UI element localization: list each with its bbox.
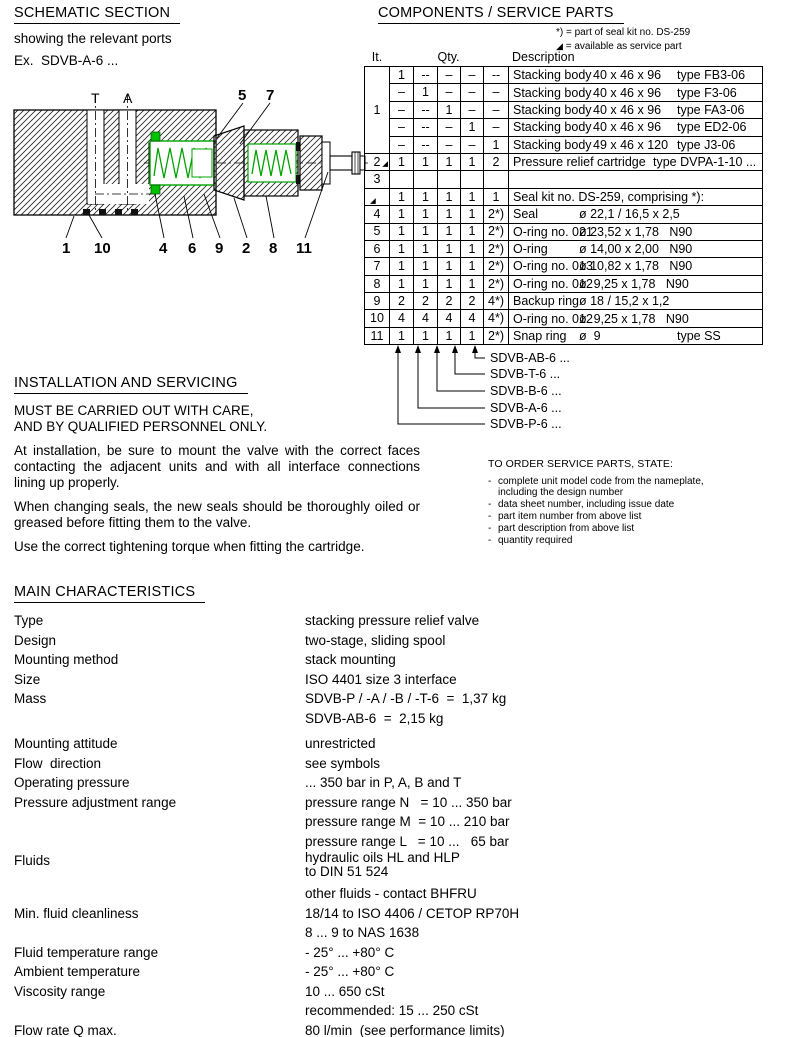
description-cell: O-ring no. 013 ø 10,82 x 1,78 N90	[509, 258, 763, 275]
qty-cell: 1	[438, 327, 461, 344]
item-cell: 3	[365, 171, 390, 188]
spec-value: ... 350 bar in P, A, B and T	[305, 775, 462, 790]
callout-10: 10	[94, 240, 111, 257]
spec-value: stacking pressure relief valve	[305, 613, 480, 628]
spec-value: 10 ... 650 cSt recommended: 15 ... 250 cSt	[305, 983, 479, 1018]
spec-row	[14, 611, 776, 631]
table-row	[365, 258, 763, 275]
qty-cell: --	[484, 67, 509, 84]
qty-cell: 4	[390, 310, 414, 327]
qty-cell: 1	[390, 67, 414, 84]
description-cell: Pressure relief cartridge type DVPA-1-10 ...	[509, 153, 763, 170]
model-label-sdvb-a-6: SDVB-A-6 ...	[490, 401, 562, 415]
description-cell: Seal ø 22,1 / 16,5 x 2,5	[509, 206, 763, 223]
installation-paragraph: Use the correct tightening torque when fitting the cartridge.	[14, 539, 365, 554]
qty-cell: 1	[390, 206, 414, 223]
item-cell: 9	[365, 293, 390, 310]
table-row	[365, 84, 763, 101]
qty-cell: –	[390, 84, 414, 101]
spec-label: Mass	[14, 691, 47, 706]
order-info-section	[488, 459, 733, 547]
qty-cell: 2*)	[484, 275, 509, 292]
description-cell: O-ring no. 012 ø 9,25 x 1,78 N90	[509, 275, 763, 292]
schematic-section	[14, 4, 180, 68]
seal-kit-note: *) = part of seal kit no. DS-259	[556, 27, 691, 38]
callout-7: 7	[266, 87, 275, 104]
spec-row	[14, 1021, 776, 1037]
table-row	[365, 101, 763, 118]
spec-label	[14, 884, 305, 904]
spec-value: SDVB-P / -A / -B / -T-6 = 1,37 kg SDVB-AB-6 = 2,15 kg	[305, 691, 507, 726]
qty-cell: –	[461, 136, 484, 153]
description-cell: Stacking body 40 x 46 x 96 type FB3-06	[509, 67, 763, 84]
item-cell: 1	[365, 67, 390, 154]
spec-label: Flow direction	[14, 755, 102, 771]
qty-cell: 4*)	[484, 293, 509, 310]
qty-cell: 1	[390, 240, 414, 257]
spec-value: see symbols	[305, 755, 381, 771]
qty-cell: 1	[438, 153, 461, 170]
schematic-section-title: SCHEMATIC SECTION	[14, 5, 180, 24]
column-header-description: Description	[512, 50, 575, 64]
model-label-sdvb-ab-6: SDVB-AB-6 ...	[490, 351, 570, 365]
qty-cell: --	[414, 136, 438, 153]
qty-cell: 2*)	[484, 240, 509, 257]
qty-cell: 2*)	[484, 327, 509, 344]
spec-row	[14, 689, 776, 728]
qty-cell: 2*)	[484, 258, 509, 275]
qty-cell: 1	[390, 223, 414, 240]
table-row	[365, 223, 763, 240]
qty-cell	[438, 171, 461, 188]
spec-row	[14, 754, 776, 774]
schematic-example-model: Ex. SDVB-A-6 ...	[14, 53, 119, 68]
qty-cell: 1	[461, 153, 484, 170]
callout-6: 6	[188, 240, 197, 257]
adjusting-stem	[330, 156, 352, 170]
qty-cell: 1	[438, 206, 461, 223]
item-cell: 2 ◢	[365, 153, 390, 170]
qty-cell	[414, 171, 438, 188]
spec-label: Operating pressure	[14, 775, 130, 790]
order-info-item: - part description from above list	[488, 523, 635, 534]
qty-cell: 1	[484, 136, 509, 153]
description-cell: Stacking body 49 x 46 x 120 type J3-06	[509, 136, 763, 153]
qty-cell: –	[461, 101, 484, 118]
spec-label: Flow rate Q max.	[14, 1022, 117, 1037]
spec-label: Size	[14, 671, 41, 687]
spec-row	[14, 793, 776, 852]
installation-paragraph: At installation, be sure to mount the valve with the correct faces contacting the adjacent units and with all interface connections lining up properly.	[14, 443, 420, 490]
qty-cell: 1	[414, 275, 438, 292]
characteristics-section	[14, 583, 776, 1037]
order-info-item: - complete unit model code from the nameplate, including the design number	[488, 476, 704, 498]
qty-cell: 1	[461, 275, 484, 292]
spec-row	[14, 631, 776, 651]
service-part-triangle-icon: ◢	[382, 158, 388, 168]
qty-cell: –	[438, 67, 461, 84]
dash-bullet: -	[488, 535, 492, 546]
callout-9: 9	[215, 240, 224, 257]
qty-cell: 1	[461, 258, 484, 275]
item-cell: 4	[365, 206, 390, 223]
qty-cell: --	[414, 119, 438, 136]
qty-cell: –	[390, 136, 414, 153]
dash-bullet: -	[488, 523, 492, 534]
spec-value: ISO 4401 size 3 interface	[305, 671, 457, 687]
qty-cell: 1	[438, 275, 461, 292]
spec-value: 18/14 to ISO 4406 / CETOP RP70H 8 ... 9 to NAS 1638	[305, 905, 520, 940]
item-cell: 6	[365, 240, 390, 257]
qty-cell: 1	[484, 188, 509, 205]
qty-cell: –	[461, 67, 484, 84]
qty-cell: 1	[414, 188, 438, 205]
qty-cell: 2	[390, 293, 414, 310]
callout-4: 4	[159, 240, 168, 257]
item-cell: 5	[365, 223, 390, 240]
spec-label: Mounting method	[14, 652, 119, 667]
dash-bullet: -	[488, 499, 492, 510]
qty-cell: –	[484, 119, 509, 136]
qty-cell	[390, 171, 414, 188]
spec-value: 80 l/min (see performance limits)	[305, 1022, 505, 1037]
spec-value: pressure range N = 10 ... 350 bar pressure range M = 10 ... 210 bar pressure range L = 10 ... 65 bar	[305, 794, 512, 849]
model-variant-callouts	[364, 345, 762, 453]
qty-cell: –	[461, 84, 484, 101]
table-row	[365, 136, 763, 153]
description-cell: Stacking body 40 x 46 x 96 type ED2-06	[509, 119, 763, 136]
spec-row	[14, 962, 776, 982]
table-row	[365, 153, 763, 170]
spec-value: - 25° ... +80° C	[305, 964, 395, 979]
spec-label: Mounting attitude	[14, 736, 118, 751]
qty-cell: 1	[414, 240, 438, 257]
spec-label: Fluid temperature range	[14, 944, 159, 960]
table-row	[365, 67, 763, 84]
qty-cell: –	[438, 84, 461, 101]
description-cell: Backup ring ø 18 / 15,2 x 1,2	[509, 293, 763, 310]
qty-cell	[461, 171, 484, 188]
characteristics-title: MAIN CHARACTERISTICS	[14, 584, 205, 603]
installation-warning: MUST BE CARRIED OUT WITH CARE, AND BY QUALIFIED PERSONNEL ONLY.	[14, 403, 268, 434]
qty-cell: 1	[414, 84, 438, 101]
qty-cell: 4	[461, 310, 484, 327]
qty-cell	[484, 171, 509, 188]
seal-item4-top	[151, 132, 160, 141]
qty-cell: 1	[390, 153, 414, 170]
qty-cell: 4*)	[484, 310, 509, 327]
description-cell: O-ring ø 14,00 x 2,00 N90	[509, 240, 763, 257]
description-cell: O-ring no. 012 ø 9,25 x 1,78 N90	[509, 310, 763, 327]
callout-1: 1	[62, 240, 71, 257]
callout-2: 2	[242, 240, 251, 257]
table-row	[365, 119, 763, 136]
spec-label: Viscosity range	[14, 983, 106, 999]
schematic-subtitle: showing the relevant ports	[14, 31, 172, 46]
spec-label: Fluids	[14, 853, 51, 868]
service-parts-table	[364, 66, 763, 345]
spec-value: two-stage, sliding spool	[305, 632, 446, 648]
qty-cell: –	[484, 101, 509, 118]
port-label-a: A	[123, 90, 133, 106]
qty-cell: --	[414, 101, 438, 118]
components-section-title: COMPONENTS / SERVICE PARTS	[378, 5, 624, 24]
qty-cell: 1	[438, 258, 461, 275]
item-cell: 8	[365, 275, 390, 292]
spec-row	[14, 773, 776, 793]
callout-11: 11	[296, 240, 312, 257]
qty-cell: 1	[390, 188, 414, 205]
description-cell: Stacking body 40 x 46 x 96 type FA3-06	[509, 101, 763, 118]
item-cell: 11	[365, 327, 390, 344]
model-label-sdvb-b-6: SDVB-B-6 ...	[490, 384, 562, 398]
qty-cell: 1	[438, 240, 461, 257]
spec-row	[14, 734, 776, 754]
qty-cell: 1	[461, 240, 484, 257]
spec-value: other fluids - contact BHFRU	[305, 886, 477, 901]
spec-label: Ambient temperature	[14, 964, 141, 979]
spec-label: Design	[14, 632, 57, 648]
table-row	[365, 310, 763, 327]
spec-value: - 25° ... +80° C	[305, 944, 395, 960]
qty-cell: 1	[461, 327, 484, 344]
qty-cell: 2	[414, 293, 438, 310]
model-label-sdvb-t-6: SDVB-T-6 ...	[490, 367, 561, 381]
qty-cell: 1	[438, 188, 461, 205]
dash-bullet: -	[488, 511, 492, 522]
table-row	[365, 171, 763, 188]
qty-cell: 1	[461, 119, 484, 136]
spec-row	[14, 982, 776, 1021]
qty-cell: 1	[390, 275, 414, 292]
spec-value: unrestricted	[305, 736, 376, 751]
spec-label: Type	[14, 613, 44, 628]
qty-cell: 1	[414, 258, 438, 275]
table-row	[365, 188, 763, 205]
item-cell: 7	[365, 258, 390, 275]
order-info-item: - part item number from above list	[488, 511, 642, 522]
qty-cell: 2	[461, 293, 484, 310]
qty-cell: –	[390, 101, 414, 118]
callout-5: 5	[238, 87, 247, 104]
dash-bullet: -	[488, 476, 492, 487]
table-row	[365, 206, 763, 223]
description-cell: Snap ring ø 9 type SS	[509, 327, 763, 344]
qty-cell: 1	[461, 206, 484, 223]
qty-cell: 4	[414, 310, 438, 327]
qty-cell: 1	[438, 101, 461, 118]
order-info-item: - quantity required	[488, 535, 573, 546]
qty-cell: 1	[461, 188, 484, 205]
qty-cell: 2*)	[484, 223, 509, 240]
qty-cell: 1	[390, 258, 414, 275]
qty-cell: –	[484, 84, 509, 101]
qty-cell: 1	[461, 223, 484, 240]
spec-row	[14, 904, 776, 943]
qty-cell: –	[390, 119, 414, 136]
callout-8: 8	[269, 240, 278, 257]
spec-label: Pressure adjustment range	[14, 794, 177, 810]
components-section-title-wrap	[378, 4, 624, 24]
spec-label: Min. fluid cleanliness	[14, 905, 139, 921]
model-label-sdvb-p-6: SDVB-P-6 ...	[490, 417, 562, 431]
service-part-triangle-icon: ◢	[370, 195, 376, 205]
callouts-bottom	[62, 240, 312, 257]
description-cell	[509, 171, 763, 188]
description-cell: Seal kit no. DS-259, comprising *):	[509, 188, 763, 205]
spec-row	[14, 943, 776, 963]
qty-cell: 2	[484, 153, 509, 170]
qty-cell: –	[438, 119, 461, 136]
description-cell: Stacking body 40 x 46 x 96 type F3-06	[509, 84, 763, 101]
spec-row	[14, 884, 776, 904]
qty-cell: 1	[414, 223, 438, 240]
table-row	[365, 293, 763, 310]
qty-cell: 2*)	[484, 206, 509, 223]
qty-cell: 1	[414, 206, 438, 223]
seal-item4-bottom	[151, 185, 160, 194]
table-row	[365, 275, 763, 292]
item-cell	[365, 188, 390, 205]
spec-value: stack mounting	[305, 652, 396, 667]
spec-row	[14, 851, 776, 878]
arrow-up-icons	[395, 345, 478, 353]
qty-cell: 1	[414, 153, 438, 170]
column-header-item: It.	[371, 50, 383, 64]
description-cell: O-ring no. 021 ø 23,52 x 1,78 N90	[509, 223, 763, 240]
qty-cell: 4	[438, 310, 461, 327]
spec-value: hydraulic oils HL and HLP to DIN 51 524	[305, 850, 460, 879]
qty-cell: 1	[414, 327, 438, 344]
qty-cell: 2	[438, 293, 461, 310]
table-row	[365, 240, 763, 257]
installation-paragraph: When changing seals, the new seals should be thoroughly oiled or greased before fitting them to the valve.	[14, 499, 420, 530]
order-info-title: TO ORDER SERVICE PARTS, STATE:	[488, 458, 674, 470]
column-header-qty: Qty.	[437, 50, 460, 64]
qty-cell: 1	[390, 327, 414, 344]
qty-cell: –	[438, 136, 461, 153]
qty-cell: --	[414, 67, 438, 84]
installation-title: INSTALLATION AND SERVICING	[14, 375, 248, 394]
spec-row	[14, 650, 776, 670]
order-info-item: - data sheet number, including issue date	[488, 499, 675, 510]
service-part-note-text: = available as service part	[565, 41, 682, 52]
spec-row	[14, 670, 776, 690]
installation-section	[14, 374, 420, 555]
item-cell: 10	[365, 310, 390, 327]
service-part-triangle-icon: ◢	[556, 41, 563, 51]
qty-cell: 1	[438, 223, 461, 240]
port-label-t: T	[91, 90, 100, 106]
table-row	[365, 327, 763, 344]
valve-cross-section-figure	[6, 86, 374, 266]
